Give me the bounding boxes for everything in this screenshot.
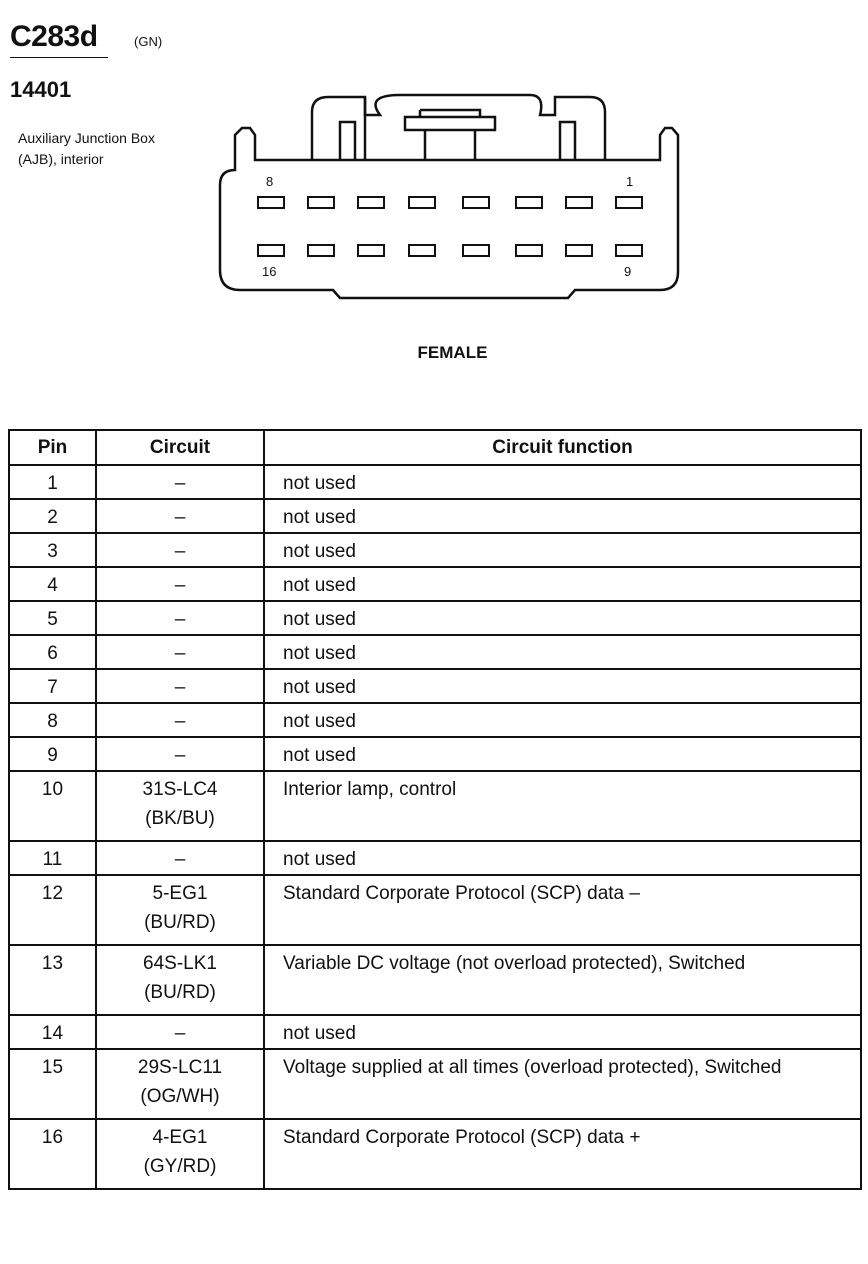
- circuit-cell: [96, 465, 264, 499]
- cavity-6: [358, 197, 384, 208]
- circuit-cell: [96, 669, 264, 703]
- circuit-id: 4-EG1: [152, 1127, 208, 1148]
- cavity-13: [409, 245, 435, 256]
- pin-cell: 6: [9, 635, 96, 669]
- wire-color: (BU/RD): [144, 912, 216, 933]
- circuit-id: –: [174, 745, 186, 766]
- circuit-cell: [96, 1015, 264, 1049]
- circuit-id: –: [174, 609, 186, 630]
- circuit-cell: [96, 737, 264, 771]
- circuit-cell: [96, 841, 264, 875]
- circuit-id: 29S-LC11: [137, 1057, 223, 1078]
- circuit-id: –: [174, 711, 186, 732]
- circuit-id: 5-EG1: [152, 883, 208, 904]
- circuit-id: –: [174, 575, 186, 596]
- function-cell: Standard Corporate Protocol (SCP) data –: [264, 875, 861, 945]
- function-cell: Voltage supplied at all times (overload protected), Switched: [264, 1049, 861, 1119]
- circuit-id: –: [174, 643, 186, 664]
- pin-label-16: 16: [262, 264, 277, 279]
- pin-cell: 14: [9, 1015, 96, 1049]
- function-cell: not used: [264, 533, 861, 567]
- cavity-10: [566, 245, 592, 256]
- cavity-2: [566, 197, 592, 208]
- circuit-cell: [96, 533, 264, 567]
- table-row: [9, 945, 861, 1015]
- pin-label-8: 8: [266, 174, 274, 189]
- table-row: [9, 499, 861, 533]
- cavity-8: [258, 197, 284, 208]
- function-cell: not used: [264, 499, 861, 533]
- pin-cell: 11: [9, 841, 96, 875]
- circuit-id: –: [174, 541, 186, 562]
- cavity-4: [463, 197, 489, 208]
- table-row: [9, 737, 861, 771]
- table-row: [9, 669, 861, 703]
- function-cell: not used: [264, 737, 861, 771]
- pin-cell: 4: [9, 567, 96, 601]
- column-header-pin: Pin: [9, 430, 96, 465]
- function-cell: not used: [264, 635, 861, 669]
- circuit-id: 64S-LK1: [143, 953, 217, 974]
- pin-cell: 2: [9, 499, 96, 533]
- table-row: [9, 635, 861, 669]
- function-cell: not used: [264, 1015, 861, 1049]
- table-row: [9, 567, 861, 601]
- wire-color: (GY/RD): [143, 1156, 217, 1177]
- pin-cell: 13: [9, 945, 96, 1015]
- pin-cell: 10: [9, 771, 96, 841]
- wire-color: (BK/BU): [145, 808, 215, 829]
- circuit-id: –: [174, 1023, 186, 1044]
- circuit-cell: [96, 1049, 264, 1119]
- connector-id-underline: [10, 57, 108, 58]
- table-row: [9, 465, 861, 499]
- column-header-circuit: Circuit: [96, 430, 264, 465]
- pin-cell: 9: [9, 737, 96, 771]
- cavity-9: [616, 245, 642, 256]
- column-header-circuit-function: Circuit function: [264, 430, 861, 465]
- function-cell: Standard Corporate Protocol (SCP) data +: [264, 1119, 861, 1189]
- pin-cell: 5: [9, 601, 96, 635]
- circuit-id: 31S-LC4: [142, 779, 218, 800]
- function-cell: not used: [264, 841, 861, 875]
- function-cell: Variable DC voltage (not overload protected), Switched: [264, 945, 861, 1015]
- table-row: [9, 1049, 861, 1119]
- location-description: Auxiliary Junction Box (AJB), interior: [18, 130, 155, 167]
- table-row: [9, 703, 861, 737]
- pin-label-9: 9: [624, 264, 632, 279]
- circuit-cell: [96, 875, 264, 945]
- pin-cell: 3: [9, 533, 96, 567]
- circuit-cell: [96, 703, 264, 737]
- cavity-3: [516, 197, 542, 208]
- connector-face-diagram: [200, 90, 680, 320]
- connector-outline: [220, 95, 678, 298]
- circuit-id: –: [174, 849, 186, 870]
- circuit-cell: [96, 1119, 264, 1189]
- pin-table: [8, 429, 862, 1190]
- cavity-12: [463, 245, 489, 256]
- part-number: 14401: [10, 77, 72, 102]
- table-row: [9, 1015, 861, 1049]
- function-cell: not used: [264, 601, 861, 635]
- cavity-16: [258, 245, 284, 256]
- table-row: [9, 533, 861, 567]
- circuit-id: –: [174, 507, 186, 528]
- cavity-1: [616, 197, 642, 208]
- wire-color: (BU/RD): [144, 982, 216, 1003]
- function-cell: not used: [264, 567, 861, 601]
- pin-cavities: [258, 197, 642, 256]
- circuit-cell: [96, 635, 264, 669]
- cavity-11: [516, 245, 542, 256]
- circuit-cell: [96, 945, 264, 1015]
- table-row: [9, 601, 861, 635]
- table-row: [9, 771, 861, 841]
- circuit-cell: [96, 601, 264, 635]
- table-row: [9, 841, 861, 875]
- pin-cell: 12: [9, 875, 96, 945]
- cavity-14: [358, 245, 384, 256]
- view-label: FEMALE: [417, 343, 488, 362]
- table-header-row: [9, 430, 861, 465]
- table-row: [9, 875, 861, 945]
- table-row: [9, 1119, 861, 1189]
- cavity-5: [409, 197, 435, 208]
- circuit-id: –: [174, 473, 186, 494]
- function-cell: Interior lamp, control: [264, 771, 861, 841]
- function-cell: not used: [264, 669, 861, 703]
- color-code: (GN): [134, 34, 163, 49]
- wire-color: (OG/WH): [140, 1086, 220, 1107]
- pin-cell: 8: [9, 703, 96, 737]
- function-cell: not used: [264, 465, 861, 499]
- function-cell: not used: [264, 703, 861, 737]
- circuit-cell: [96, 567, 264, 601]
- pin-cell: 1: [9, 465, 96, 499]
- pin-cell: 16: [9, 1119, 96, 1189]
- pin-cell: 15: [9, 1049, 96, 1119]
- connector-id: C283d: [10, 20, 98, 53]
- circuit-id: –: [174, 677, 186, 698]
- circuit-cell: [96, 771, 264, 841]
- pin-cell: 7: [9, 669, 96, 703]
- cavity-7: [308, 197, 334, 208]
- pin-label-1: 1: [626, 174, 634, 189]
- cavity-15: [308, 245, 334, 256]
- circuit-cell: [96, 499, 264, 533]
